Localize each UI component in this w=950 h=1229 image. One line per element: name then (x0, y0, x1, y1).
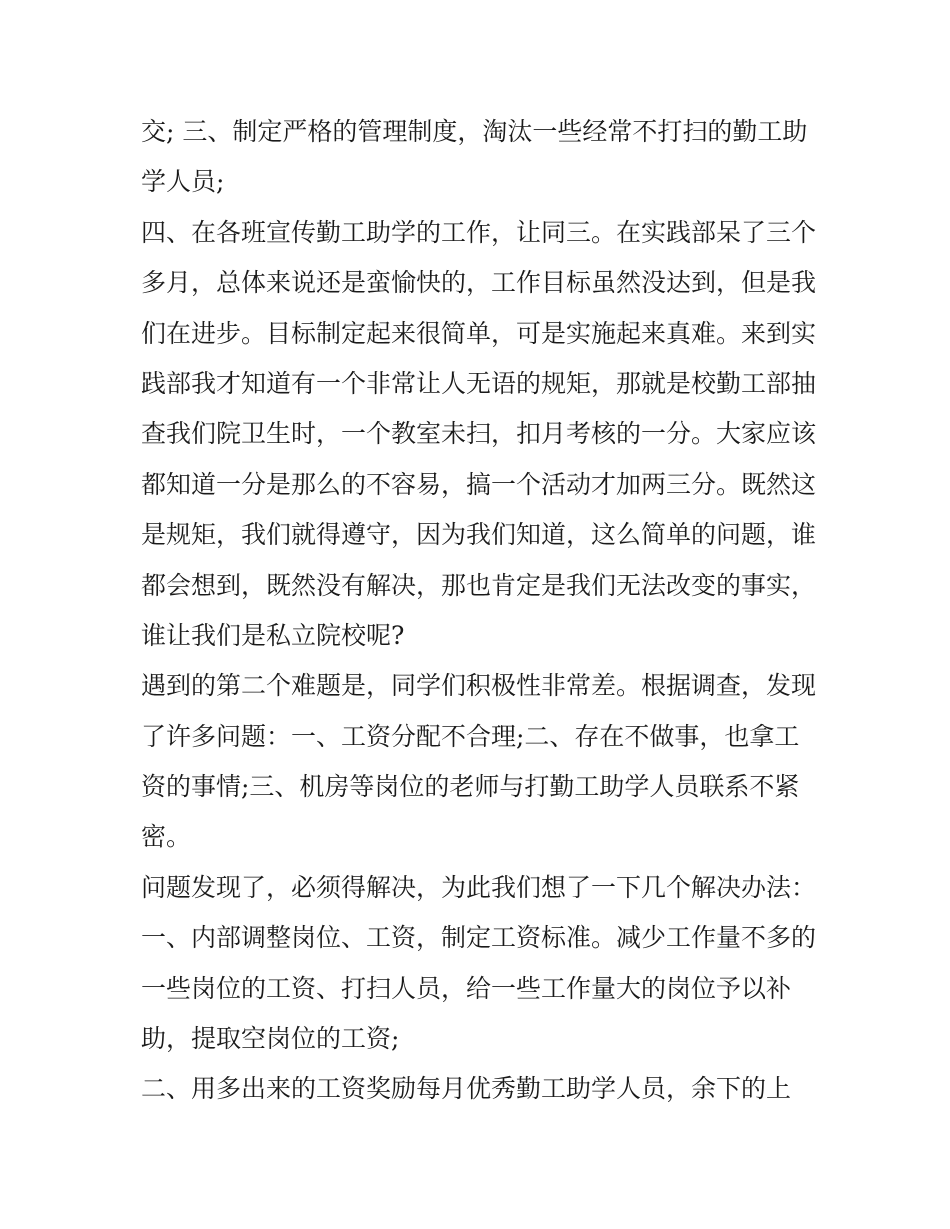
text-line: 了许多问题：一、工资分配不合理;二、存在不做事，也拿工 (141, 721, 800, 751)
text-line: 助，提取空岗位的工资; (141, 1024, 400, 1054)
text-line: 一、内部调整岗位、工资，制定工资标准。减少工作量不多的 (141, 923, 817, 953)
text-line: 遇到的第二个难题是，同学们积极性非常差。根据调查，发现 (141, 671, 817, 701)
text-line: 多月，总体来说还是蛮愉快的，工作目标虽然没达到，但是我 (141, 268, 817, 298)
text-line: 都知道一分是那么的不容易，搞一个活动才加两三分。既然这 (141, 469, 817, 499)
text-line: 资的事情;三、机房等岗位的老师与打勤工助学人员联系不紧 (141, 772, 800, 802)
text-line: 践部我才知道有一个非常让人无语的规矩，那就是校勤工部抽 (141, 368, 817, 398)
text-line: 问题发现了，必须得解决，为此我们想了一下几个解决办法： (141, 872, 817, 902)
text-line: 密。 (141, 822, 192, 852)
text-line: 谁让我们是私立院校呢? (141, 620, 405, 650)
body-text (141, 107, 821, 1115)
text-line: 交; 三、制定严格的管理制度，淘汰一些经常不打扫的勤工助 (141, 117, 808, 146)
text-line: 们在进步。目标制定起来很简单，可是实施起来真难。来到实 (141, 318, 817, 348)
text-line: 四、在各班宣传勤工助学的工作，让同三。在实践部呆了三个 (141, 217, 817, 247)
text-line: 学人员; (141, 167, 225, 197)
text-line: 都会想到，既然没有解决，那也肯定是我们无法改变的事实， (141, 570, 817, 600)
text-line: 一些岗位的工资、打扫人员，给一些工作量大的岗位予以补 (141, 973, 792, 1003)
text-line: 二、用多出来的工资奖励每月优秀勤工助学人员，余下的上 (141, 1074, 792, 1104)
text-line: 是规矩，我们就得遵守，因为我们知道，这么简单的问题，谁 (141, 520, 817, 550)
text-line: 查我们院卫生时，一个教室未扫，扣月考核的一分。大家应该 (141, 419, 817, 449)
